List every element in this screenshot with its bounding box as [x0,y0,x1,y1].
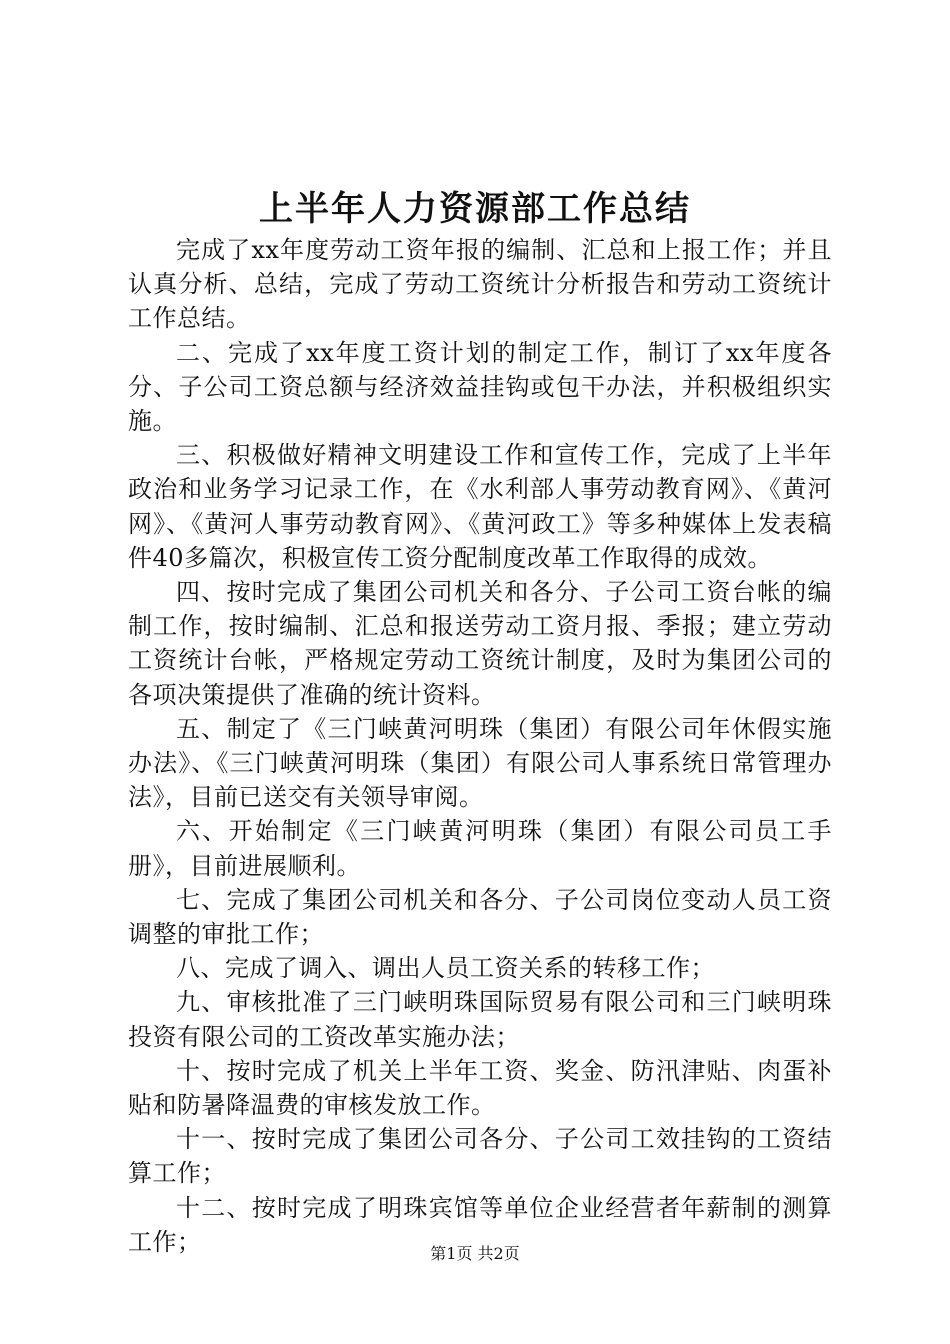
paragraph-9: 九、审核批准了三门峡明珠国际贸易有限公司和三门峡明珠投资有限公司的工资改革实施办法； [128,988,832,1051]
paragraph-3: 三、积极做好精神文明建设工作和宣传工作，完成了上半年政治和业务学习记录工作，在《水利部人事劳动教育网》、《黄河网》、《黄河人事劳动教育网》、《黄河政工》等多种媒体上发表稿件40多篇次，积极宣传工资分配制度改革工作取得的成效。 [128,441,832,572]
paragraph-2: 二、完成了xx年度工资计划的制定工作，制订了xx年度各分、子公司工资总额与经济效益挂钩或包干办法，并积极组织实施。 [128,338,832,436]
paragraph-4: 四、按时完成了集团公司机关和各分、子公司工资台帐的编制工作，按时编制、汇总和报送劳动工资月报、季报；建立劳动工资统计台帐，严格规定劳动工资统计制度，及时为集团公司的各项决策提供了准确的统计资料。 [128,578,832,709]
paragraph-6: 六、开始制定《三门峡黄河明珠（集团）有限公司员工手册》，目前进展顺利。 [128,817,832,880]
document-title: 上半年人力资源部工作总结 [259,189,691,229]
paragraph-8: 八、完成了调入、调出人员工资关系的转移工作； [176,954,715,983]
paragraph-12: 十二、按时完成了明珠宾馆等单位企业经营者年薪制的测算工作； [128,1193,832,1256]
paragraph-10: 十、按时完成了机关上半年工资、奖金、防汛津贴、肉蛋补贴和防暑降温费的审核发放工作。 [128,1056,832,1120]
paragraph-5: 五、制定了《三门峡黄河明珠（集团）有限公司年休假实施办法》、《三门峡黄河明珠（集团）有限公司人事系统日常管理办法》，目前已送交有关领导审阅。 [128,714,832,812]
paragraph-1: 完成了xx年度劳动工资年报的编制、汇总和上报工作；并且认真分析、总结，完成了劳动工资统计分析报告和劳动工资统计工作总结。 [128,236,832,333]
document-body [128,233,832,1259]
page-footer: 第1页 共2页 [430,1244,520,1263]
paragraph-7: 七、完成了集团公司机关和各分、子公司岗位变动人员工资调整的审批工作； [128,885,832,949]
paragraph-11: 十一、按时完成了集团公司各分、子公司工效挂钩的工资结算工作； [128,1125,832,1188]
